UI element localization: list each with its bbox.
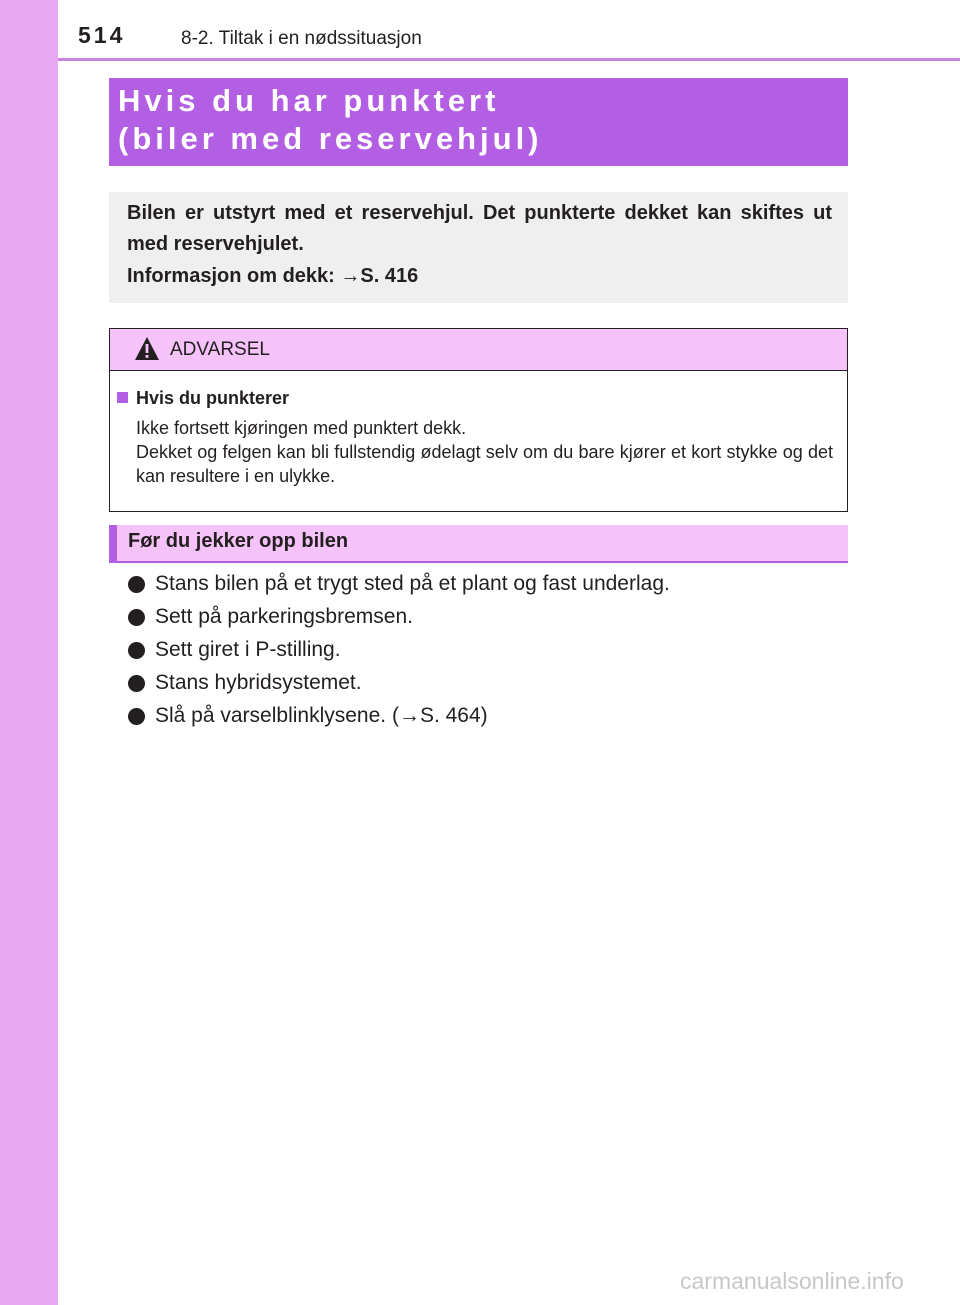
list-item [128,636,848,669]
intro-reference: Informasjon om dekk: →S. 416 [127,265,419,287]
title-line-2: (biler med reservehjul) [118,121,543,156]
bullet-dot-icon [128,642,145,659]
bullet-dot-icon [128,708,145,725]
square-bullet-icon [117,392,128,403]
step-header-title: Før du jekker opp bilen [128,530,349,552]
list-item-text: Stans hybridsystemet. [155,671,362,694]
page-number: 514 [78,22,126,48]
intro-box [109,192,848,303]
title-banner [109,78,848,166]
warning-paragraph: Dekket og felgen kan bli fullstendig ødelagt selv om du bare kjører et kort stykke og det kan resultere i en ulykke. [136,442,833,486]
list-item [128,702,848,735]
title-line-1: Hvis du har punktert [118,83,500,118]
list-item-text: Sett på parkeringsbremsen. [155,605,413,628]
warning-label: ADVARSEL [170,339,270,360]
warning-paragraph: Ikke fortsett kjøringen med punktert dekk. [136,418,467,438]
warning-header [110,329,847,371]
step-header-accent [109,525,117,561]
list-item [128,570,848,603]
warning-triangle-icon [134,336,160,362]
list-item [128,669,848,702]
step-list [128,570,848,735]
intro-text: Bilen er utstyrt med et reservehjul. Det punkterte dekket kan skiftes ut med reservehjulet. [127,202,832,255]
warning-subtitle: Hvis du punkterer [136,388,290,408]
watermark: carmanualsonline.info [680,1268,904,1294]
list-item [128,603,848,636]
bullet-dot-icon [128,675,145,692]
step-header [109,525,848,563]
bullet-dot-icon [128,576,145,593]
list-item-text: Stans bilen på et trygt sted på et plant og fast underlag. [155,572,670,595]
list-item-text: Slå på varselblinklysene. (→S. 464) [155,704,488,727]
warning-body [136,416,833,488]
bullet-dot-icon [128,609,145,626]
section-header: 8-2. Tiltak i en nødssituasjon [181,28,422,49]
list-item-text: Sett giret i P-stilling. [155,638,341,661]
header-rule [58,58,960,61]
warning-box [109,328,848,512]
side-strip [0,0,58,1305]
